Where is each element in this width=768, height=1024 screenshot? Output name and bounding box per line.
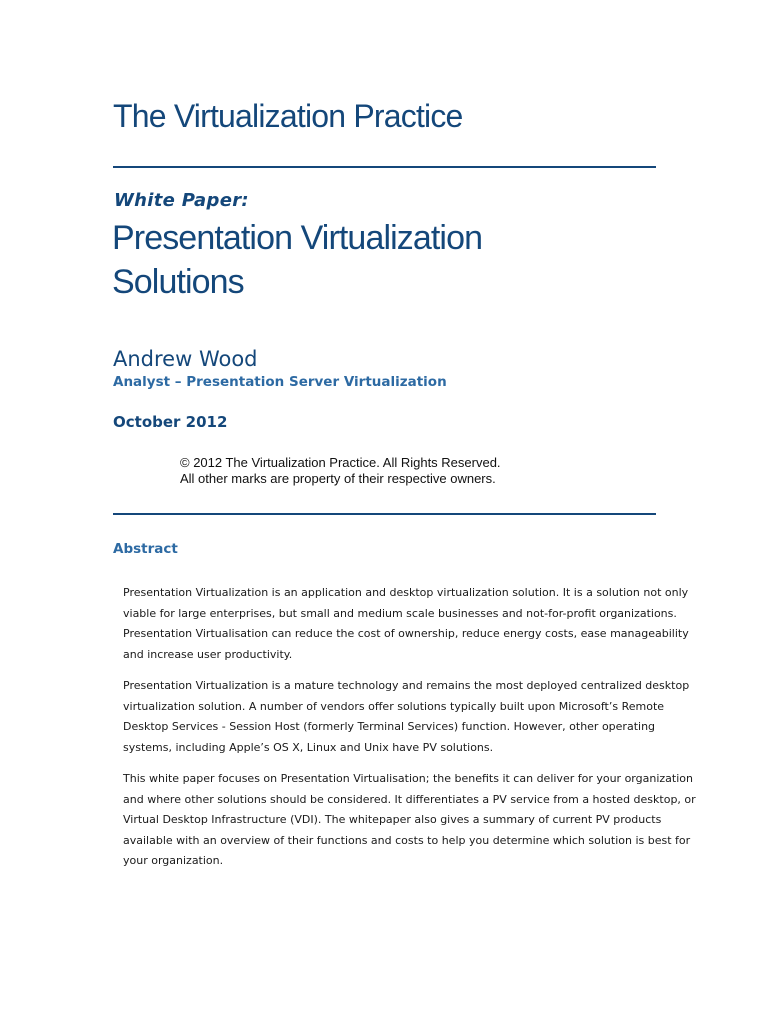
abstract-line: and where other solutions should be considered. It differentiates a PV service from a hosted desktop, or: [123, 792, 696, 806]
abstract-paragraph-3: [123, 769, 696, 872]
abstract-line: systems, including Apple’s OS X, Linux and Unix have PV solutions.: [123, 740, 494, 754]
publication-date: October 2012: [113, 413, 228, 431]
organization-title: The Virtualization Practice: [113, 98, 463, 134]
copyright-line-2: All other marks are property of their respective owners.: [180, 471, 496, 486]
abstract-line: viable for large enterprises, but small and medium scale businesses and not-for-profit organizations.: [123, 606, 677, 620]
copyright-notice: [180, 455, 501, 487]
abstract-body: [123, 583, 696, 883]
copyright-line-1: © 2012 The Virtualization Practice. All Rights Reserved.: [180, 455, 501, 470]
abstract-line: This white paper focuses on Presentation Virtualisation; the benefits it can deliver for your organization: [123, 772, 693, 785]
bottom-divider: [113, 513, 656, 515]
author-name: Andrew Wood: [113, 347, 258, 371]
abstract-paragraph-1: [123, 583, 689, 665]
document-title-line-1: Presentation Virtualization: [112, 219, 483, 257]
abstract-line: Presentation Virtualization is an application and desktop virtualization solution. It is a solution not only: [123, 586, 689, 599]
abstract-line: virtualization solution. A number of vendors offer solutions typically built upon Microsoft’s Remote: [123, 699, 665, 713]
abstract-line: Virtual Desktop Infrastructure (VDI). The whitepaper also gives a summary of current PV products: [123, 813, 662, 826]
top-divider: [113, 166, 656, 168]
document-title: [112, 216, 672, 304]
abstract-line: Presentation Virtualization is a mature technology and remains the most deployed centralized desktop: [123, 679, 690, 692]
document-title-line-2: Solutions: [112, 263, 244, 301]
abstract-line: and increase user productivity.: [123, 647, 293, 661]
abstract-line: Presentation Virtualisation can reduce the cost of ownership, reduce energy costs, ease manageability: [123, 627, 689, 640]
author-role: Analyst – Presentation Server Virtualization: [113, 374, 447, 390]
white-paper-label: White Paper:: [114, 190, 249, 211]
abstract-line: your organization.: [123, 854, 224, 867]
abstract-heading: Abstract: [113, 541, 178, 557]
abstract-line: available with an overview of their functions and costs to help you determine which solution is best for: [123, 833, 691, 847]
abstract-paragraph-2: [123, 676, 690, 758]
abstract-line: Desktop Services - Session Host (formerly Terminal Services) function. However, other operating: [123, 720, 656, 733]
